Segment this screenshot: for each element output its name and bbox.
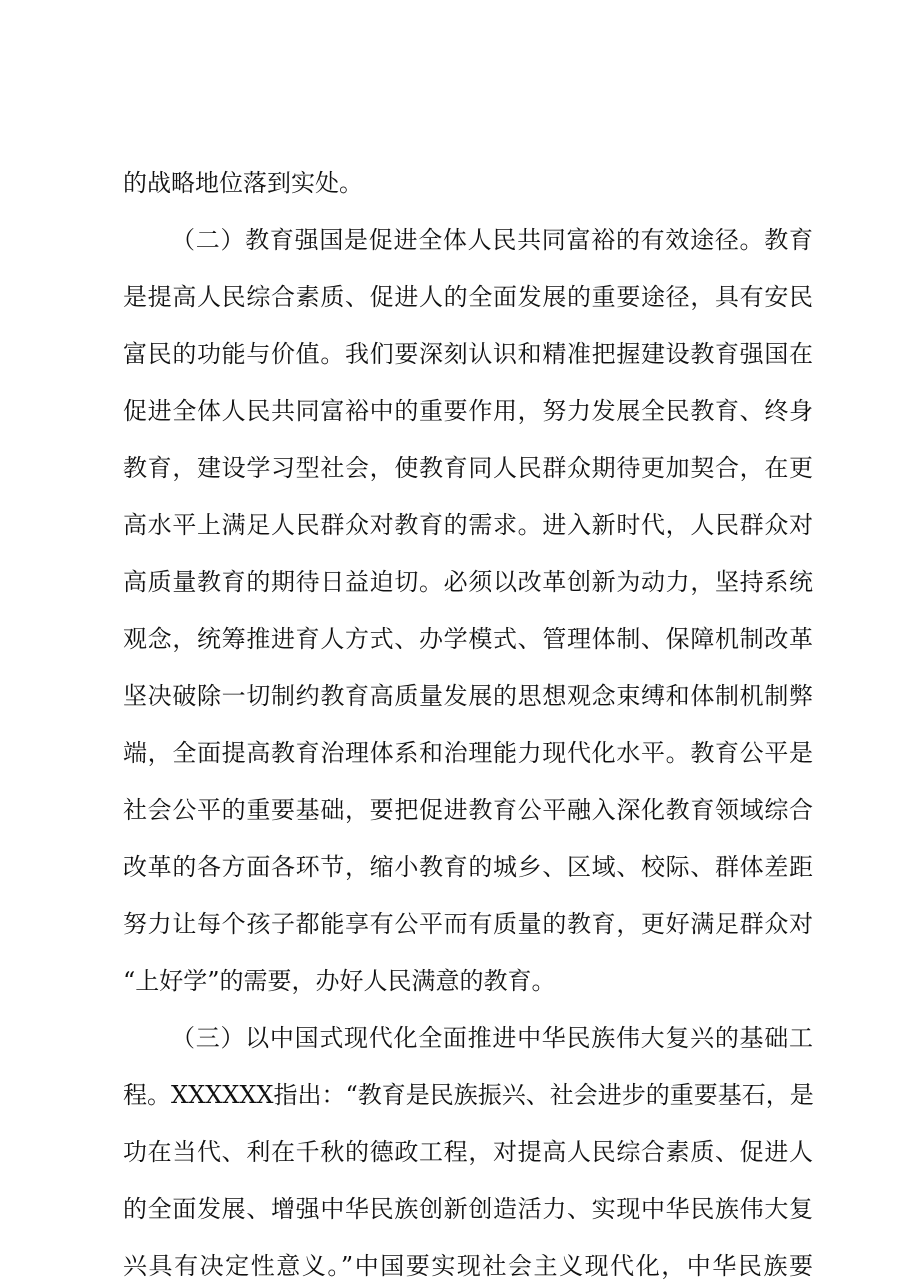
text-line: 改革的各方面各环节，缩小教育的城乡、区域、校际、群体差距 xyxy=(123,853,813,881)
text-line: 社会公平的重要基础，要把促进教育公平融入深化教育领域综合 xyxy=(123,796,813,824)
text-line: 是提高人民综合素质、促进人的全面发展的重要途径，具有安民 xyxy=(123,283,813,311)
text-line: 努力让每个孩子都能享有公平而有质量的教育，更好满足群众对 xyxy=(123,910,813,938)
text-line: 兴具有决定性意义。”中国要实现社会主义现代化，中华民族要 xyxy=(123,1252,813,1280)
text-line: 的全面发展、增强中华民族创新创造活力、实现中华民族伟大复 xyxy=(123,1195,813,1223)
text-line: 的战略地位落到实处。 xyxy=(123,169,363,197)
text-line: 富民的功能与价值。我们要深刻认识和精准把握建设教育强国在 xyxy=(123,340,813,368)
text-line: 端，全面提高教育治理体系和治理能力现代化水平。教育公平是 xyxy=(123,739,813,767)
text-line: 高水平上满足人民群众对教育的需求。进入新时代，人民群众对 xyxy=(123,511,813,539)
text-line: 高质量教育的期待日益迫切。必须以改革创新为动力，坚持系统 xyxy=(123,568,813,596)
section-heading-line: （三）以中国式现代化全面推进中华民族伟大复兴的基础工 xyxy=(171,1024,813,1052)
text-line: 功在当代、利在千秋的德政工程，对提高人民综合素质、促进人 xyxy=(123,1138,813,1166)
section-heading-line: （二）教育强国是促进全体人民共同富裕的有效途径。教育 xyxy=(171,226,813,254)
text-line: 观念，统筹推进育人方式、办学模式、管理体制、保障机制改革 xyxy=(123,625,813,653)
text-line: 坚决破除一切制约教育高质量发展的思想观念束缚和体制机制弊 xyxy=(123,682,813,710)
text-line: 教育，建设学习型社会，使教育同人民群众期待更加契合，在更 xyxy=(123,454,813,482)
text-line: 程。XXXXXX指出：“教育是民族振兴、社会进步的重要基石，是 xyxy=(123,1081,814,1109)
text-line: “上好学”的需要，办好人民满意的教育。 xyxy=(123,967,556,995)
text-line: 促进全体人民共同富裕中的重要作用，努力发展全民教育、终身 xyxy=(123,397,813,425)
